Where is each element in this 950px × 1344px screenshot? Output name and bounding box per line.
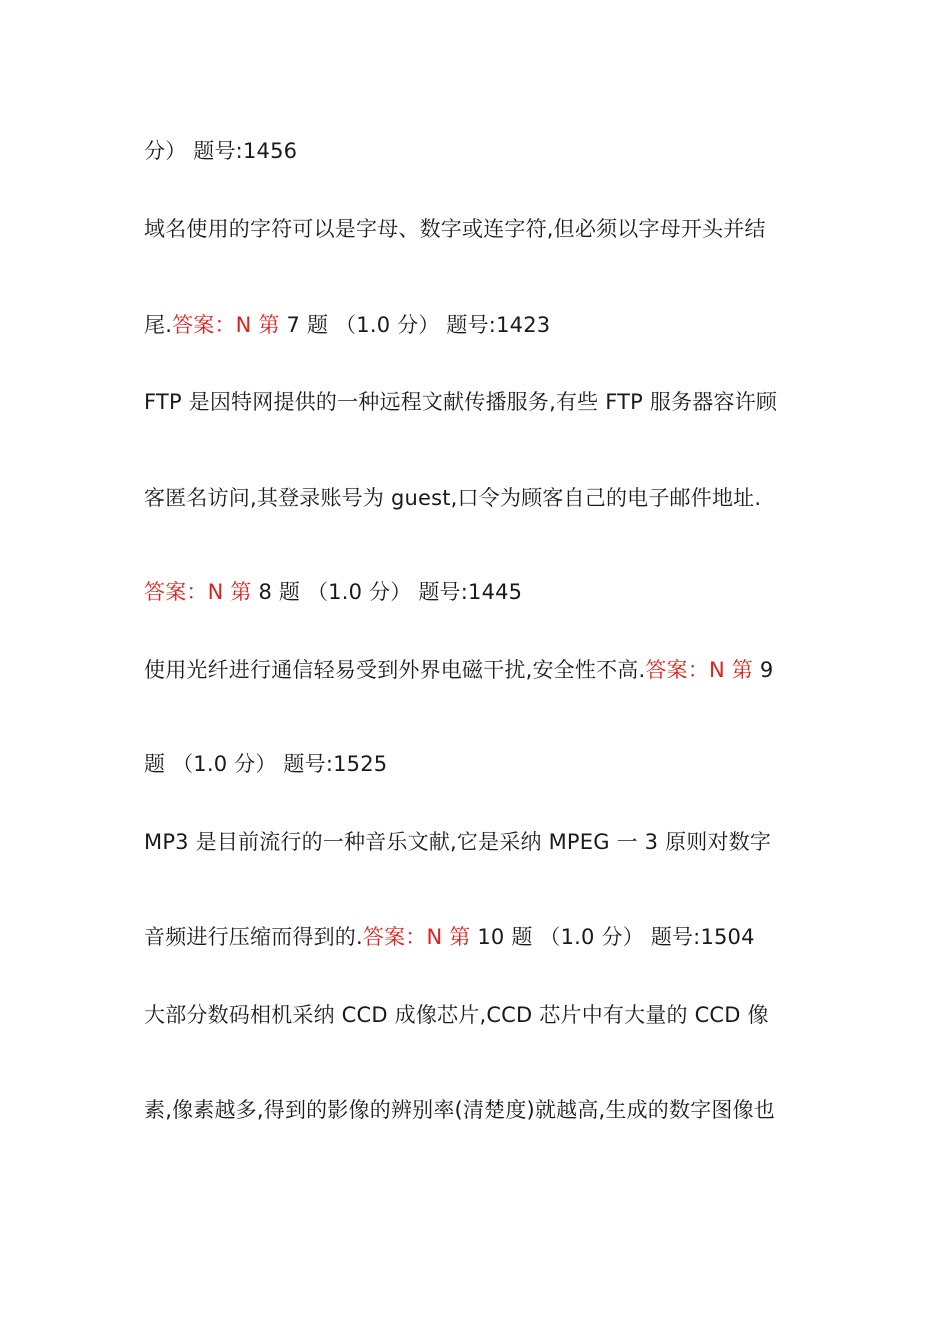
- answer-label: 答案：N 第: [645, 658, 753, 682]
- text-line-9: [144, 828, 824, 856]
- text-line-2: [144, 215, 824, 243]
- text-segment: 域名使用的字符可以是字母、数字或连字符,但必须以字母开头并结: [144, 217, 766, 241]
- text-line-8: [144, 750, 824, 778]
- question-header: 9: [752, 658, 774, 682]
- text-segment: 客匿名访问,其登录账号为 guest,口令为顾客自己的电子邮件地址.: [144, 486, 762, 510]
- answer-label: 答案：N 第: [172, 313, 280, 337]
- text-line-7: [144, 656, 824, 684]
- text-segment: 尾.: [144, 313, 173, 337]
- text-line-5: [144, 484, 824, 512]
- answer-label: 答案：N 第: [362, 925, 471, 949]
- text-line-3: [144, 311, 824, 339]
- text-line-10: [144, 923, 824, 951]
- text-segment: MP3 是目前流行的一种音乐文献,它是采纳 MPEG 一 3 原则对数字: [144, 830, 772, 854]
- question-header: 7 题 （1.0 分） 题号:1423: [279, 313, 551, 337]
- text-line-4: [144, 388, 824, 416]
- text-segment: 题 （1.0 分） 题号:1525: [144, 752, 388, 776]
- text-segment: 分） 题号:1456: [144, 139, 298, 163]
- text-segment: 使用光纤进行通信轻易受到外界电磁干扰,安全性不高.: [144, 658, 646, 682]
- text-line-6: [144, 578, 824, 606]
- question-header: 8 题 （1.0 分） 题号:1445: [251, 580, 523, 604]
- text-segment: 音频进行压缩而得到的.: [144, 925, 363, 949]
- text-segment: FTP 是因特网提供的一种远程文献传播服务,有些 FTP 服务器容许顾: [144, 390, 778, 414]
- question-header: 10 题 （1.0 分） 题号:1504: [470, 925, 755, 949]
- text-segment: 大部分数码相机采纳 CCD 成像芯片,CCD 芯片中有大量的 CCD 像: [144, 1003, 769, 1027]
- text-line-12: [144, 1096, 824, 1124]
- text-line-1: [144, 137, 824, 165]
- answer-label: 答案：N 第: [144, 580, 252, 604]
- text-line-11: [144, 1001, 824, 1029]
- text-segment: 素,像素越多,得到的影像的辨别率(清楚度)就越高,生成的数字图像也: [144, 1098, 776, 1122]
